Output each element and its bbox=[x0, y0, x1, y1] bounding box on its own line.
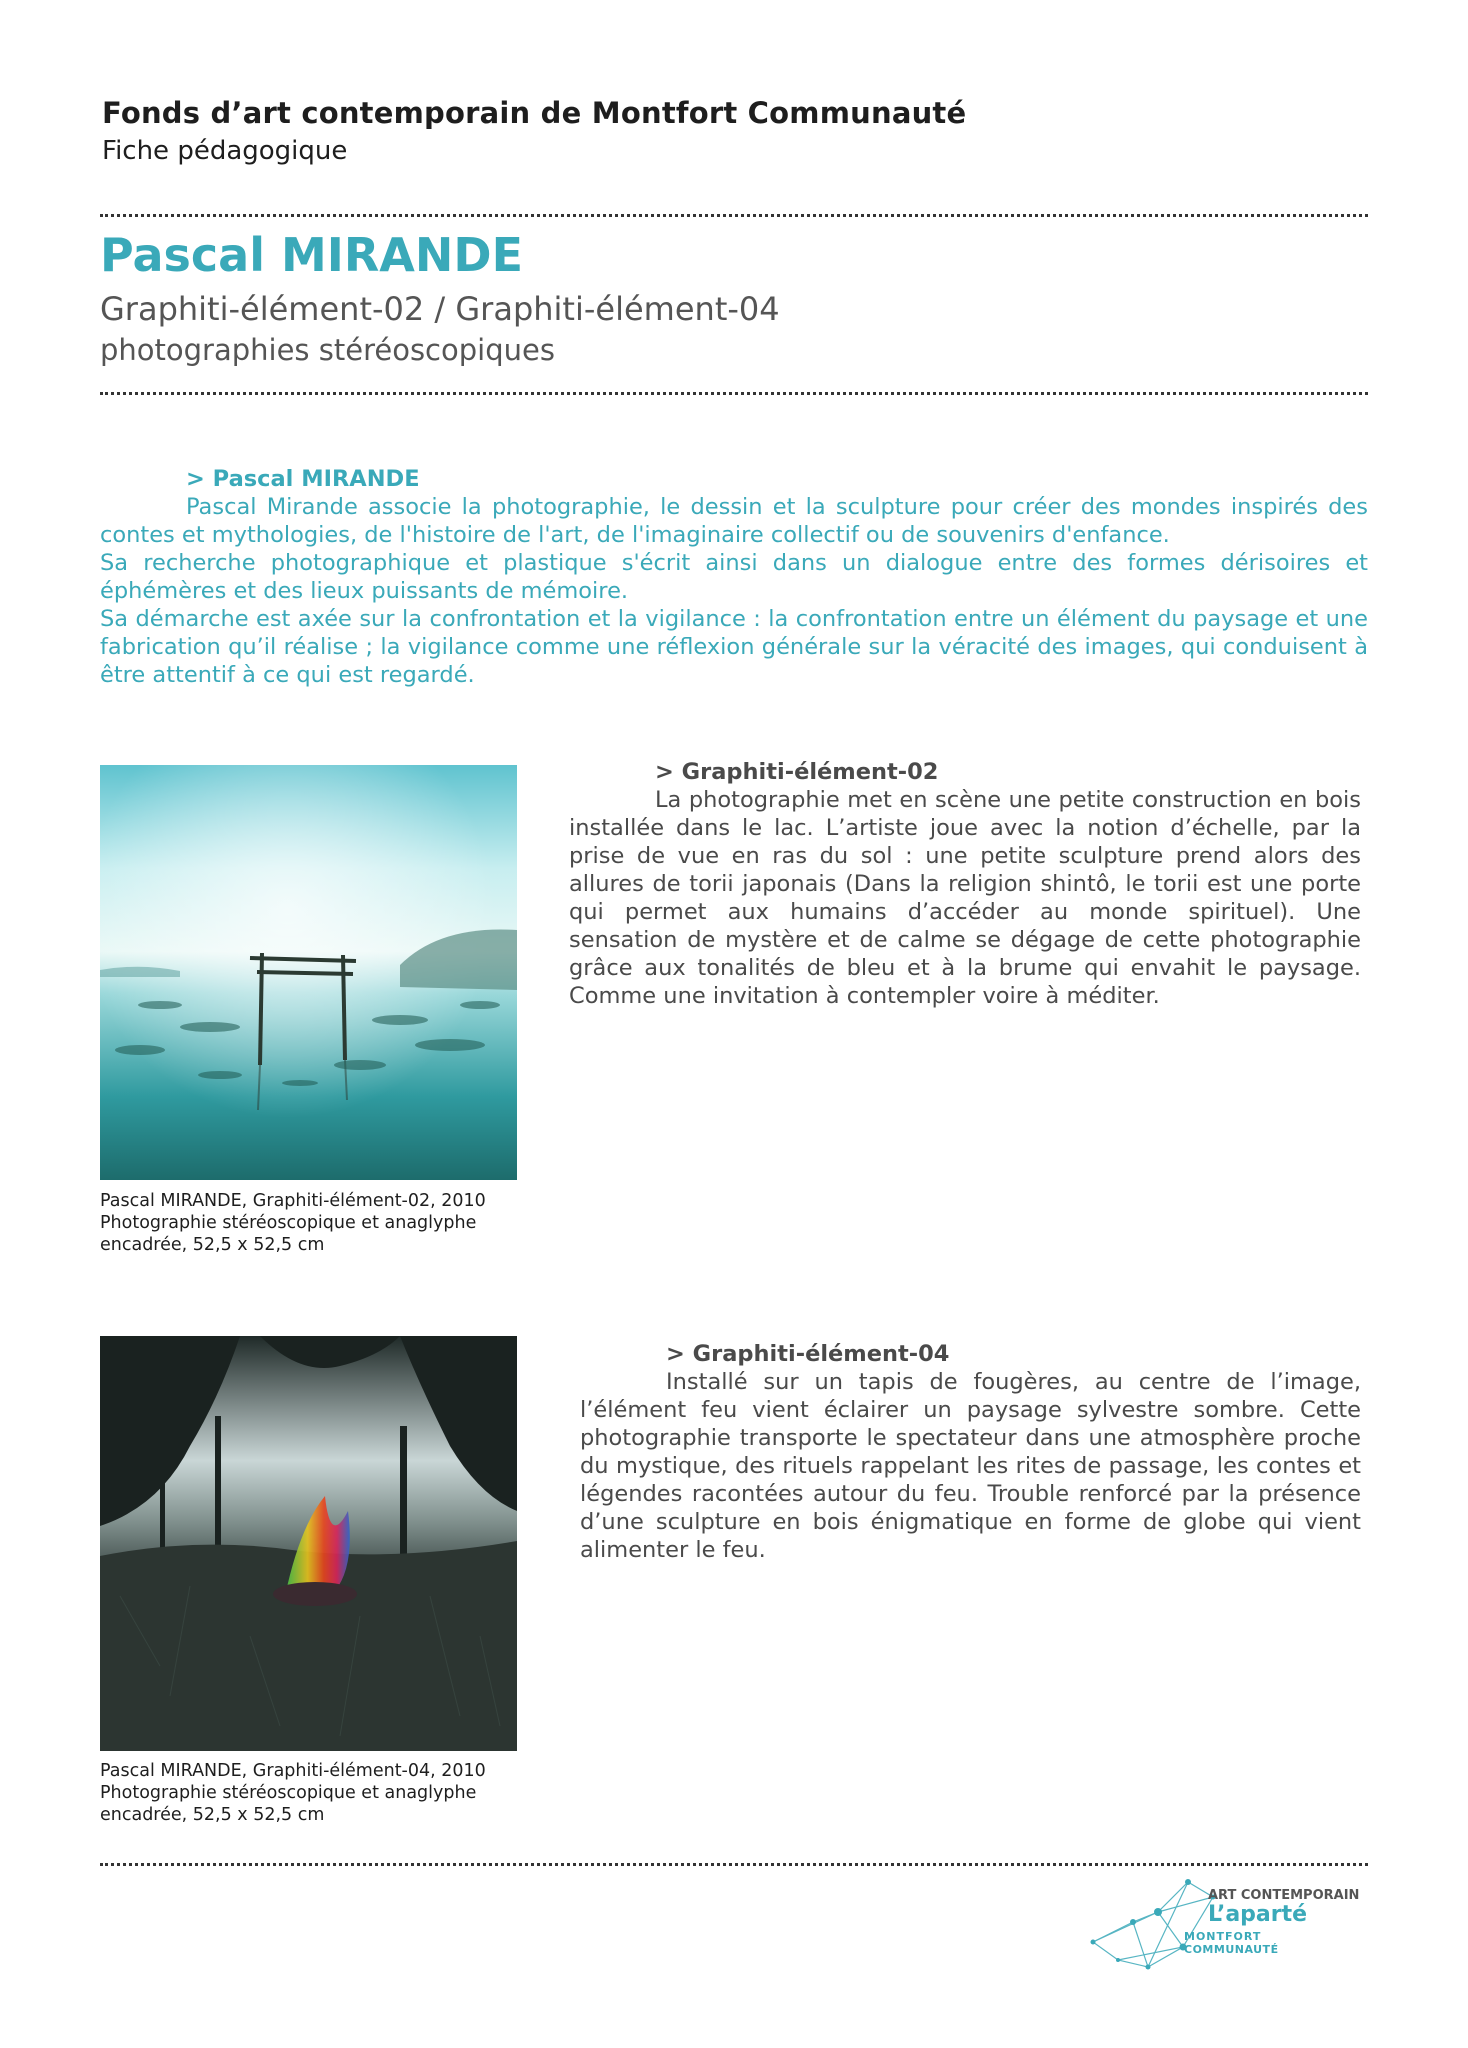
divider bbox=[100, 214, 1368, 217]
logo-line: ART CONTEMPORAIN bbox=[1208, 1888, 1360, 1903]
works-title: Graphiti-élément-02 / Graphiti-élément-04 bbox=[100, 290, 780, 328]
caption-line: encadrée, 52,5 x 52,5 cm bbox=[100, 1235, 325, 1255]
photo-graphiti-04 bbox=[100, 1336, 517, 1751]
laparte-logo bbox=[1088, 1872, 1368, 1982]
work-heading: > Graphiti-élément-02 bbox=[655, 759, 939, 785]
document-subtitle: Fiche pédagogique bbox=[102, 136, 348, 166]
photo-graphiti-02 bbox=[100, 765, 517, 1180]
divider bbox=[100, 1863, 1368, 1866]
logo-line: COMMUNAUTÉ bbox=[1184, 1943, 1279, 1956]
caption-line: Photographie stéréoscopique et anaglyphe bbox=[100, 1783, 477, 1803]
caption-graphiti-02 bbox=[100, 1190, 540, 1256]
artist-name: Pascal MIRANDE bbox=[100, 228, 524, 282]
caption-graphiti-04 bbox=[100, 1760, 540, 1826]
caption-line: Pascal MIRANDE, Graphiti-élément-02, 2010 bbox=[100, 1191, 486, 1211]
work-heading: > Graphiti-élément-04 bbox=[666, 1341, 950, 1367]
document-title: Fonds d’art contemporain de Montfort Communauté bbox=[102, 96, 967, 130]
logo-line: MONTFORT bbox=[1184, 1930, 1262, 1943]
logo-line: L’aparté bbox=[1208, 1902, 1308, 1927]
intro-paragraph: Sa démarche est axée sur la confrontation et la vigilance : la confrontation entre un élément du paysage et une fabrication qu’il réalise ; la vigilance comme une réflexion générale sur la véracité des images, qui conduisent à être attentif à ce qui est regardé. bbox=[100, 606, 1368, 688]
caption-line: encadrée, 52,5 x 52,5 cm bbox=[100, 1805, 325, 1825]
network-icon bbox=[1088, 1872, 1218, 1982]
intro-paragraph: Pascal Mirande associe la photographie, le dessin et la sculpture pour créer des mondes inspirés des contes et mythologies, de l'histoire de l'art, de l'imaginaire collectif ou de souvenirs d'enfance. bbox=[100, 494, 1368, 548]
description-graphiti-04 bbox=[580, 1340, 1361, 1564]
lake-torii-image bbox=[100, 765, 517, 1180]
intro-paragraph: Sa recherche photographique et plastique s'écrit ainsi dans un dialogue entre des formes dérisoires et éphémères et des lieux puissants de mémoire. bbox=[100, 550, 1368, 604]
forest-fire-image bbox=[100, 1336, 517, 1751]
work-paragraph: Installé sur un tapis de fougères, au centre de l’image, l’élément feu vient éclairer un paysage sylvestre sombre. Cette photographie transporte le spectateur dans une atmosphère proche du mystique, des rituels rappelant les rites de passage, les contes et légendes racontées autour du feu. Trouble renforcé par la présence d’une sculpture en bois énigmatique en forme de globe qui vient alimenter le feu. bbox=[580, 1369, 1361, 1563]
divider bbox=[100, 392, 1368, 395]
description-graphiti-02 bbox=[569, 758, 1361, 1010]
caption-line: Photographie stéréoscopique et anaglyphe bbox=[100, 1213, 477, 1233]
work-paragraph: La photographie met en scène une petite construction en bois installée dans le lac. L’artiste joue avec la notion d’échelle, par la prise de vue en ras du sol : une petite sculpture prend alors des allures de torii japonais (Dans la religion shintô, le torii est une porte qui permet aux humains d’accéder au monde spirituel). Une sensation de mystère et de calme se dégage de cette photographie grâce aux tonalités de bleu et à la brume qui envahit le paysage. Comme une invitation à contempler voire à méditer. bbox=[569, 787, 1361, 1009]
intro-heading: > Pascal MIRANDE bbox=[186, 466, 420, 492]
works-medium: photographies stéréoscopiques bbox=[100, 333, 555, 367]
artist-intro bbox=[100, 465, 1368, 689]
caption-line: Pascal MIRANDE, Graphiti-élément-04, 2010 bbox=[100, 1761, 486, 1781]
